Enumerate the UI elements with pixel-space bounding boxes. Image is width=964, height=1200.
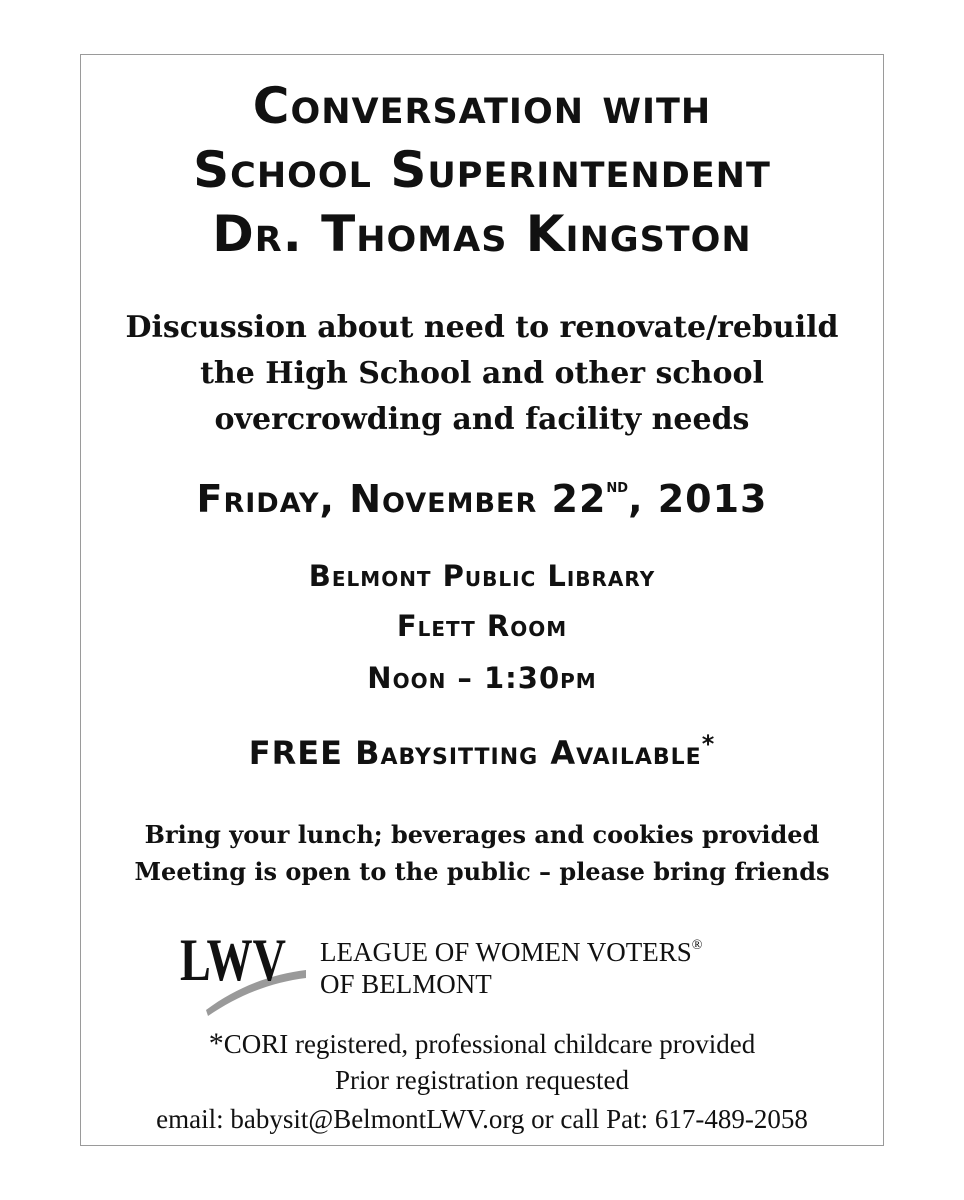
- description-line-2: the High School and other school: [200, 356, 764, 391]
- description-line-3: overcrowding and facility needs: [214, 402, 750, 437]
- league-name: [320, 930, 702, 1000]
- league-name-line-1: [320, 930, 702, 968]
- registered-mark: ®: [691, 938, 703, 953]
- event-date: [0, 476, 964, 521]
- date-year: , 2013: [628, 477, 768, 521]
- title-line-2: School Superintendent: [193, 141, 771, 199]
- footer-contact: email: babysit@BelmontLWV.org or call Pat: 617-489-2058: [156, 1104, 808, 1134]
- logo-mark: LWV: [180, 927, 286, 993]
- room-name: Flett Room: [396, 609, 568, 643]
- venue-name: Belmont Public Library: [308, 559, 656, 593]
- footer-asterisk: *: [208, 1027, 224, 1060]
- babysitting-asterisk: *: [701, 730, 716, 758]
- lwv-logo-icon: [178, 924, 308, 1016]
- babysitting-text: FREE Babysitting Available: [248, 734, 702, 772]
- footer-line-1-text: CORI registered, professional childcare provided: [223, 1029, 756, 1059]
- event-time: Noon – 1:30pm: [367, 661, 597, 695]
- date-suffix: nd: [606, 476, 629, 497]
- title-line-3: Dr. Thomas Kingston: [212, 205, 752, 263]
- league-name-text: LEAGUE OF WOMEN VOTERS: [320, 937, 692, 967]
- league-name-line-2: OF BELMONT: [320, 969, 492, 999]
- notes-line-1: Bring your lunch; beverages and cookies provided: [144, 820, 820, 849]
- date-main: Friday, November 22: [196, 477, 607, 521]
- description-line-1: Discussion about need to renovate/rebuild: [125, 310, 839, 345]
- footer-line-2: Prior registration requested: [335, 1065, 629, 1095]
- footer-line-1: [0, 1027, 964, 1061]
- title-line-1: Conversation with: [252, 77, 712, 135]
- babysitting-notice: [0, 730, 964, 772]
- notes-line-2: Meeting is open to the public – please bring friends: [134, 857, 830, 886]
